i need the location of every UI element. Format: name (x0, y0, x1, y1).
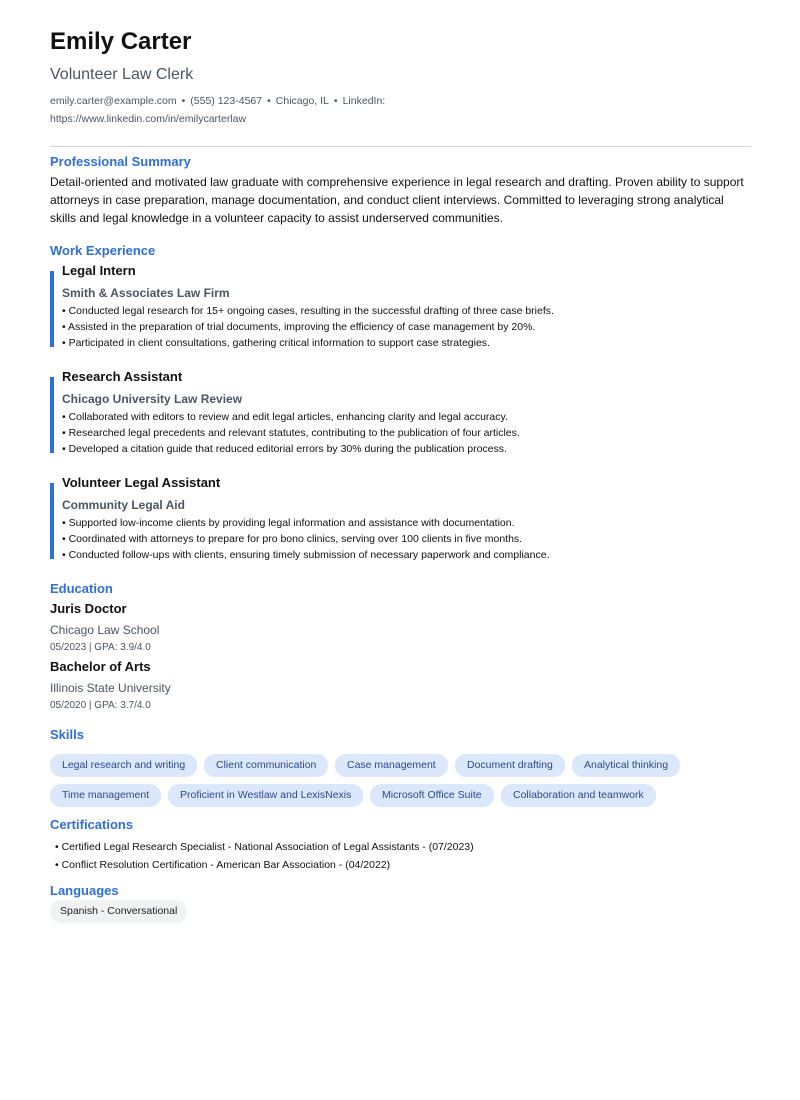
education-meta: 05/2023 | GPA: 3.9/4.0 (50, 642, 151, 653)
skill-chip: Legal research and writing (50, 754, 197, 777)
contact-info (50, 92, 470, 128)
education-entry (50, 601, 159, 655)
certification-item: • Conflict Resolution Certification - American Bar Association - (04/2022) (55, 859, 391, 871)
section-title-languages: Languages (50, 883, 119, 898)
experience-accent-bar (50, 483, 54, 559)
skill-chip: Microsoft Office Suite (370, 784, 494, 807)
candidate-name: Emily Carter (50, 28, 192, 55)
education-degree: Bachelor of Arts (50, 659, 151, 674)
experience-bullet: • Developed a citation guide that reduced editorial errors by 30% during the publication process. (62, 443, 507, 455)
experience-bullet: • Coordinated with attorneys to prepare for pro bono clinics, serving over 100 clients in five months. (62, 533, 523, 545)
section-title-summary: Professional Summary (50, 154, 191, 169)
location-text: Chicago, IL (275, 95, 329, 107)
experience-bullet: • Participated in client consultations, gathering critical information to support case strategies. (62, 337, 490, 349)
contact-separator: • (181, 95, 186, 107)
experience-bullet: • Conducted legal research for 15+ ongoing cases, resulting in the successful drafting of three case briefs. (62, 305, 554, 317)
experience-bullet: • Assisted in the preparation of trial documents, improving the efficiency of case management by 20%. (62, 321, 536, 333)
section-title-certifications: Certifications (50, 817, 134, 832)
experience-bullets (62, 409, 520, 457)
skill-chip: Time management (50, 784, 161, 807)
header-divider (50, 146, 751, 147)
education-school: Chicago Law School (50, 623, 160, 637)
education-degree: Juris Doctor (50, 601, 127, 616)
skill-chip: Client communication (204, 754, 328, 777)
contact-separator: • (267, 95, 271, 107)
experience-role: Volunteer Legal Assistant (62, 475, 221, 490)
skill-chip: Case management (335, 754, 448, 777)
certification-item: • Certified Legal Research Specialist - National Association of Legal Assistants - (07/2023) (55, 841, 474, 853)
experience-role: Research Assistant (62, 369, 183, 384)
experience-bullet: • Conducted follow-ups with clients, ensuring timely submission of necessary paperwork and compliance. (62, 549, 550, 561)
experience-bullet: • Researched legal precedents and relevant statutes, contributing to the publication of four articles. (62, 427, 520, 439)
education-entry (50, 659, 171, 713)
experience-accent-bar (50, 271, 54, 347)
experience-bullets (62, 515, 550, 563)
experience-organization: Smith & Associates Law Firm (62, 286, 230, 300)
experience-bullets (62, 303, 554, 351)
linkedin-link[interactable]: https://www.linkedin.com/in/emilycarterlaw (50, 113, 247, 125)
skill-chip: Document drafting (455, 754, 565, 777)
certifications-list (50, 838, 474, 874)
skill-chip: Collaboration and teamwork (501, 784, 656, 807)
experience-accent-bar (50, 377, 54, 453)
education-meta: 05/2020 | GPA: 3.7/4.0 (50, 700, 151, 711)
email-link[interactable]: emily.carter@example.com (50, 95, 177, 107)
experience-organization: Community Legal Aid (62, 498, 185, 512)
experience-bullet: • Supported low-income clients by providing legal information and assistance with documentation. (62, 517, 515, 529)
section-title-skills: Skills (50, 727, 84, 742)
education-school: Illinois State University (50, 681, 171, 695)
section-title-experience: Work Experience (50, 243, 156, 258)
contact-separator: • (333, 95, 338, 107)
experience-role: Legal Intern (62, 263, 136, 278)
job-title: Volunteer Law Clerk (50, 66, 194, 83)
experience-organization: Chicago University Law Review (62, 392, 243, 406)
language-chip: Spanish - Conversational (50, 900, 187, 923)
section-title-education: Education (50, 581, 113, 596)
skill-chip: Analytical thinking (572, 754, 680, 777)
linkedin-label: LinkedIn: (342, 95, 386, 107)
experience-bullet: • Collaborated with editors to review and edit legal articles, enhancing clarity and legal accuracy. (62, 411, 508, 423)
summary-text: Detail-oriented and motivated law graduate with comprehensive experience in legal research and drafting. Proven ability to support attorneys in case preparation, manage documentation, and conduct client interviews. Committed to leveraging strong analytical skills and legal knowledge in a volunteer capacity to assist underserved communities. (50, 175, 744, 225)
skill-chip: Proficient in Westlaw and LexisNexis (168, 784, 363, 807)
phone-text: (555) 123-4567 (190, 95, 263, 107)
